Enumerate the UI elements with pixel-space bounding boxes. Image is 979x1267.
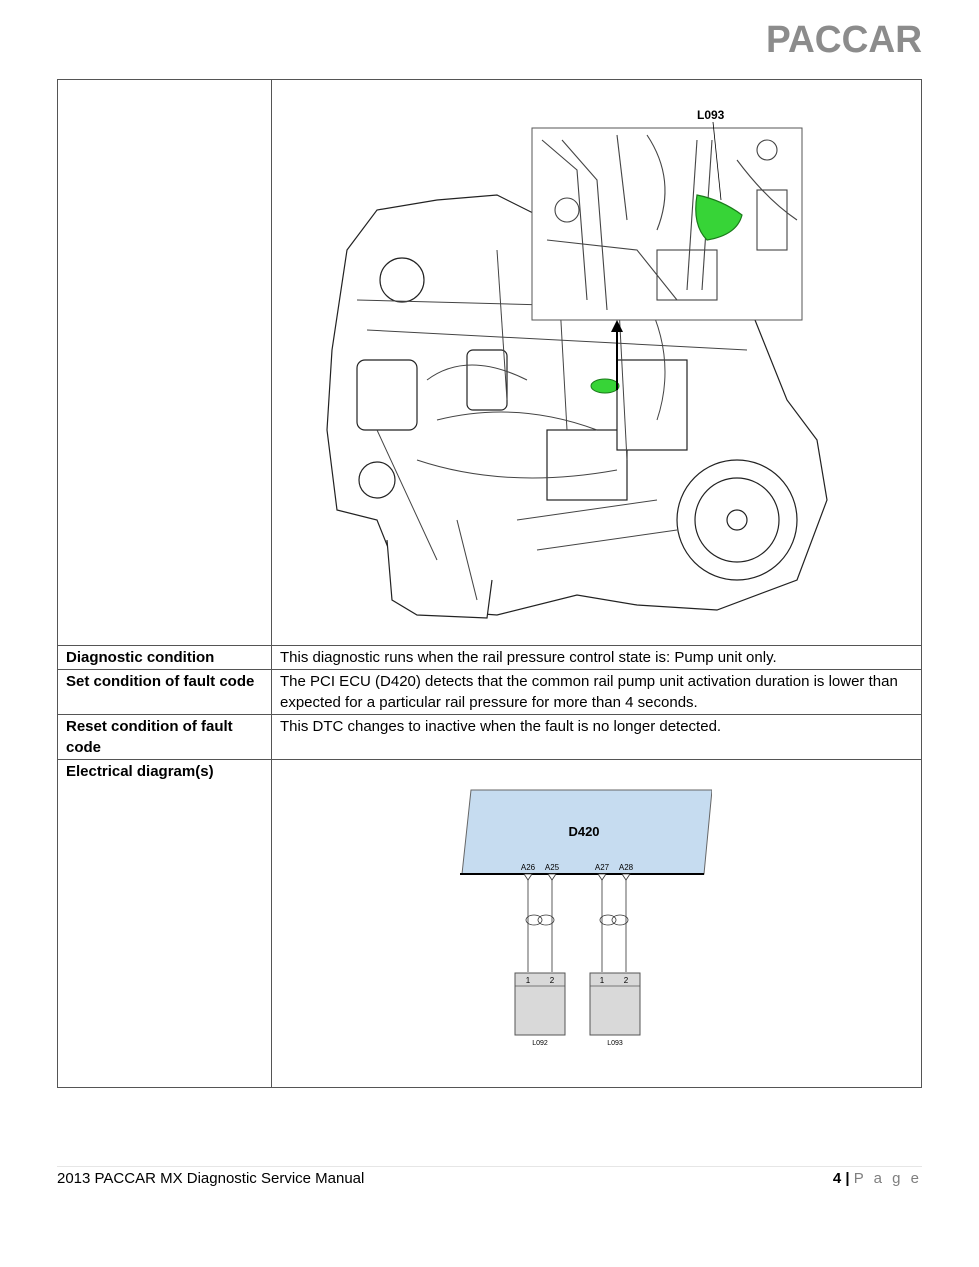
- wiring-diagram-cell: [272, 760, 922, 1088]
- connector-L093: [590, 973, 640, 1035]
- row-text: The PCI ECU (D420) detects that the common rail pump unit activation duration is lower than expected for a particular rail pressure for more than 4 seconds.: [272, 670, 922, 715]
- connector-pin: 2: [549, 976, 555, 985]
- reset-condition-row: [58, 715, 922, 760]
- figure-row-empty-cell: [58, 80, 272, 646]
- callout-label-L093: L093: [697, 108, 725, 122]
- engine-figure-cell: [272, 80, 922, 646]
- connector-label: L092: [532, 1040, 548, 1047]
- set-condition-row: [58, 670, 922, 715]
- connector-pin: 2: [623, 976, 629, 985]
- manual-title: 2013 PACCAR MX Diagnostic Service Manual: [57, 1170, 365, 1187]
- paccar-logo-text: PACCAR: [766, 19, 922, 58]
- paccar-logo: [766, 18, 924, 58]
- wiring-diagram: [452, 780, 712, 1050]
- connector-L092: [515, 973, 565, 1035]
- pin-label: A28: [618, 863, 634, 872]
- row-text: This diagnostic runs when the rail pressure control state is: Pump unit only.: [272, 646, 922, 670]
- row-label: Electrical diagram(s): [58, 760, 272, 1088]
- pin-label: A25: [544, 863, 560, 872]
- page-separator: |: [845, 1170, 850, 1187]
- page-number: 4: [832, 1170, 842, 1187]
- pin-label: A27: [594, 863, 610, 872]
- connector-pin: 1: [525, 976, 531, 985]
- row-label: Set condition of fault code: [58, 670, 272, 715]
- diagnostic-condition-row: [58, 646, 922, 670]
- connector-label: L093: [607, 1040, 623, 1047]
- diagnostic-table: [57, 79, 922, 1088]
- page-word: P a g e: [853, 1170, 922, 1187]
- row-label: Reset condition of fault code: [58, 715, 272, 760]
- page-footer: [57, 1166, 922, 1187]
- electrical-diagram-row: [58, 760, 922, 1088]
- row-label: Diagnostic condition: [58, 646, 272, 670]
- engine-illustration: [317, 100, 837, 625]
- pin-label: A26: [520, 863, 536, 872]
- figure-row: [58, 80, 922, 646]
- page-indicator: [833, 1170, 922, 1187]
- ecu-label: D420: [568, 824, 600, 839]
- connector-pin: 1: [599, 976, 605, 985]
- row-text: This DTC changes to inactive when the fault is no longer detected.: [272, 715, 922, 760]
